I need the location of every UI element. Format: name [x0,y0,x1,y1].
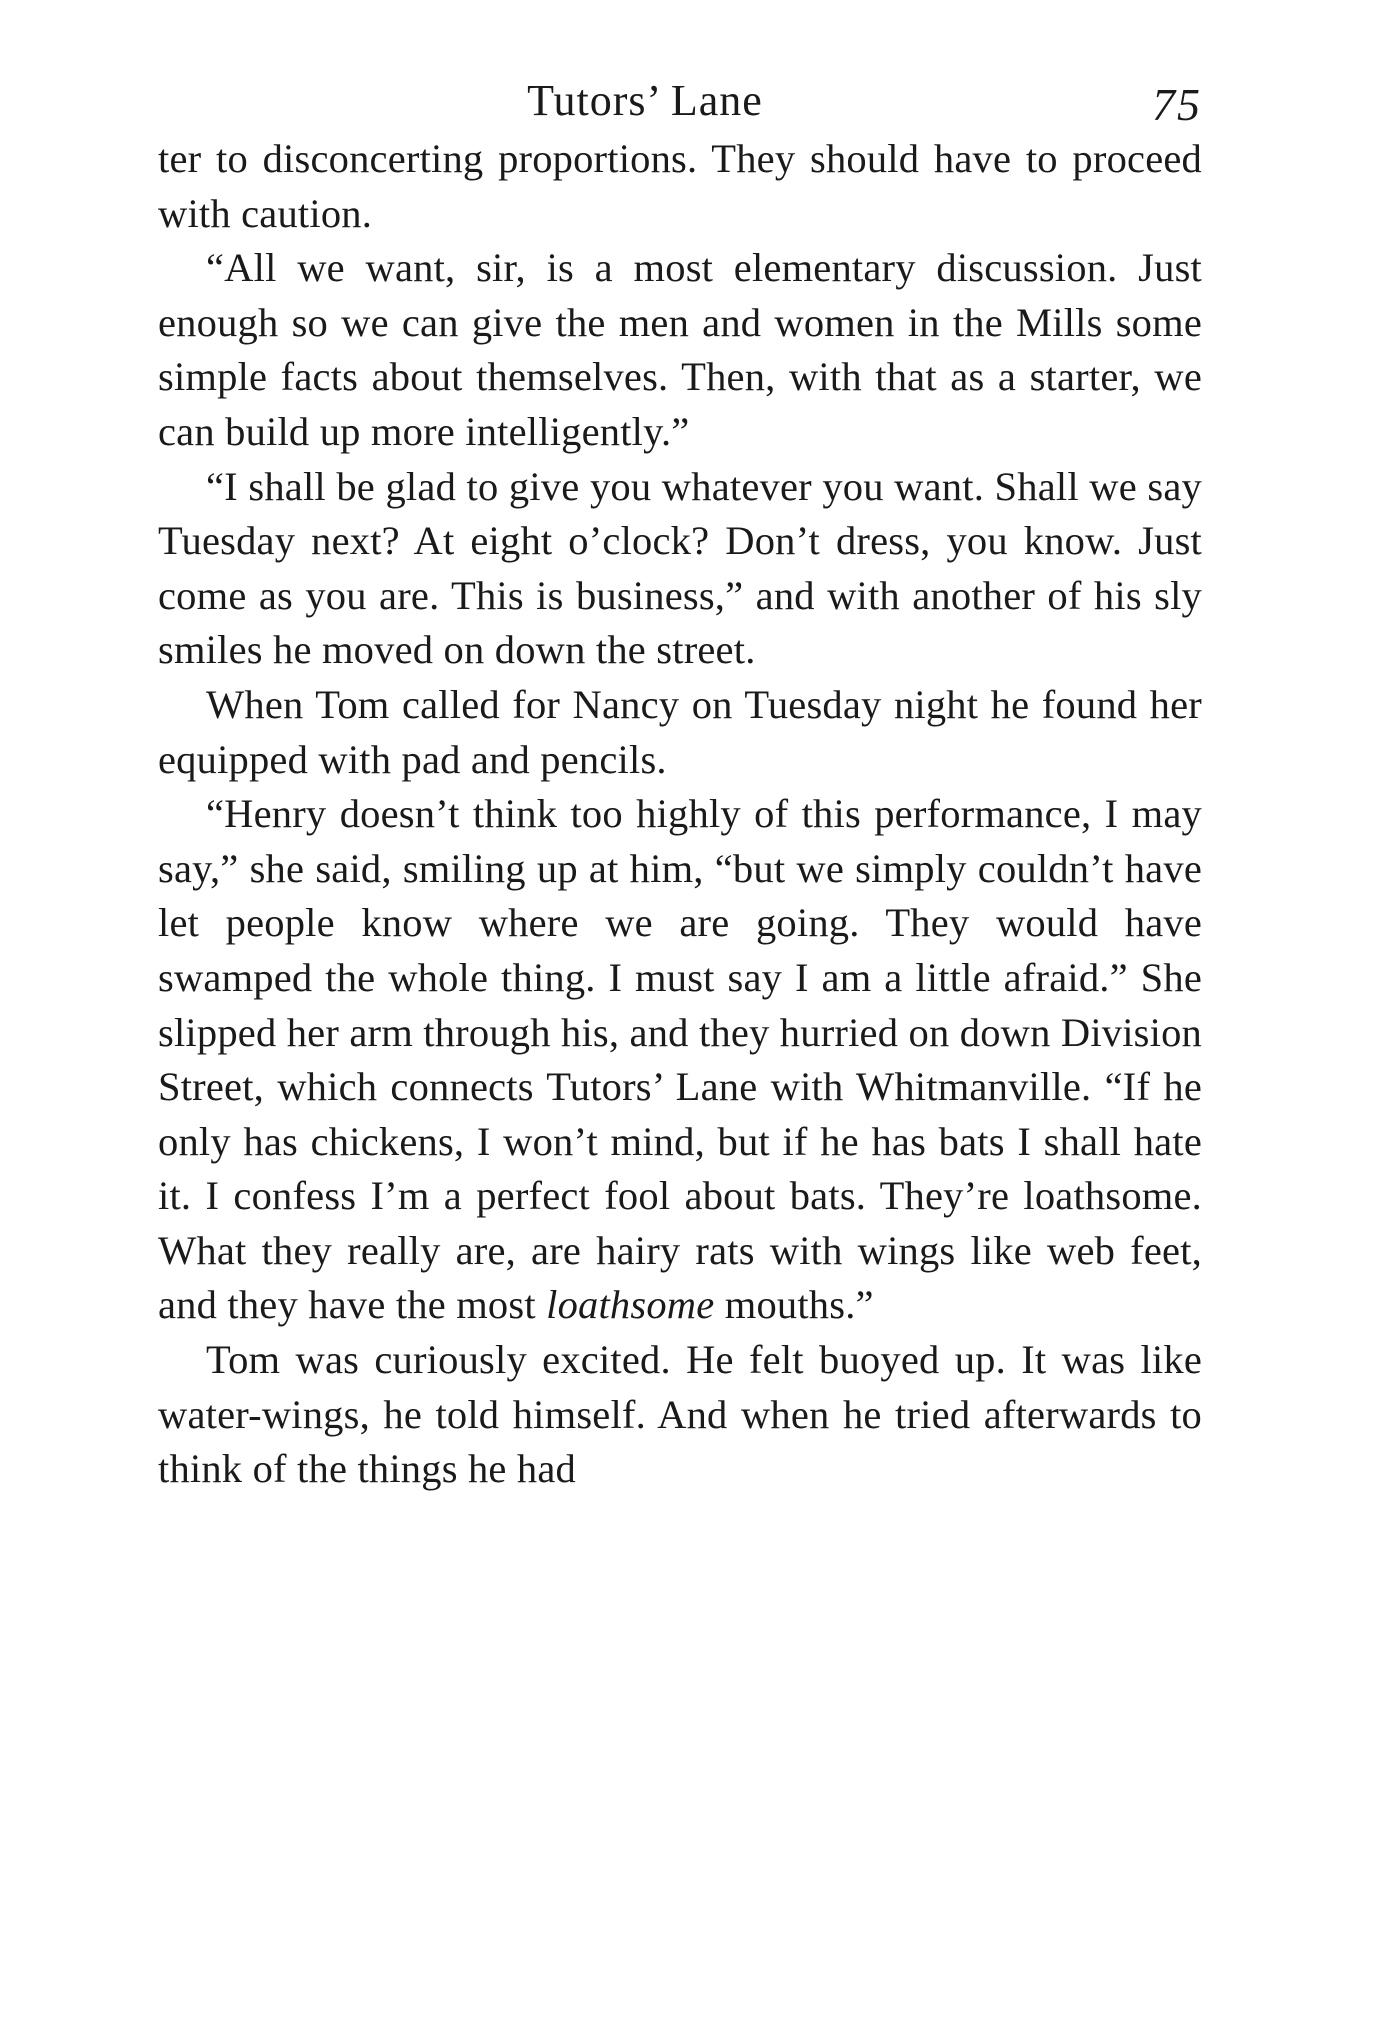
paragraph: ter to disconcerting proportions. They should have to proceed with caution. [158,136,1202,236]
paragraph: “All we want, sir, is a most elementary discussion. Just enough so we can give the men and women in the Mills some simple facts about themselves. Then, with that as a starter, we can build up more intelligently.” [158,245,1202,454]
paragraph-text: mouths.” [714,1282,874,1328]
page-number: 75 [1152,79,1202,130]
running-head [158,70,1202,132]
book-page [158,70,1202,1497]
paragraph-text: “Henry doesn’t think too highly of this performance, I may say,” she said, smiling up at him, “but we simply couldn’t have let people know where we are going. They would have swamped the whole thing. I must say I am a little afraid.” She slipped her arm through his, and they hurried on down Division Street, which connects Tutors’ Lane with Whitmanville. “If he only has chickens, I won’t mind, but if he has bats I shall hate it. I confess I’m a perfect fool about bats. They’re loathsome. What they really are, are hairy rats with wings like web feet, and they have the most [158,791,1202,1328]
paragraph: “I shall be glad to give you whatever you want. Shall we say Tuesday next? At eight o’clock? Don’t dress, you know. Just come as you are. This is business,” and with another of his sly smiles he moved on down the street. [158,463,1202,673]
emphasized-word: loathsome [546,1282,715,1328]
body-text [158,132,1202,1497]
paragraph [158,787,1202,1333]
paragraph: When Tom called for Nancy on Tuesday night he found her equipped with pad and pencils. [158,681,1202,782]
running-title: Tutors’ Lane [527,76,763,125]
paragraph: Tom was curiously excited. He felt buoyed up. It was like water-wings, he told himself. And when he tried afterwards to think of the things he had [158,1337,1202,1492]
